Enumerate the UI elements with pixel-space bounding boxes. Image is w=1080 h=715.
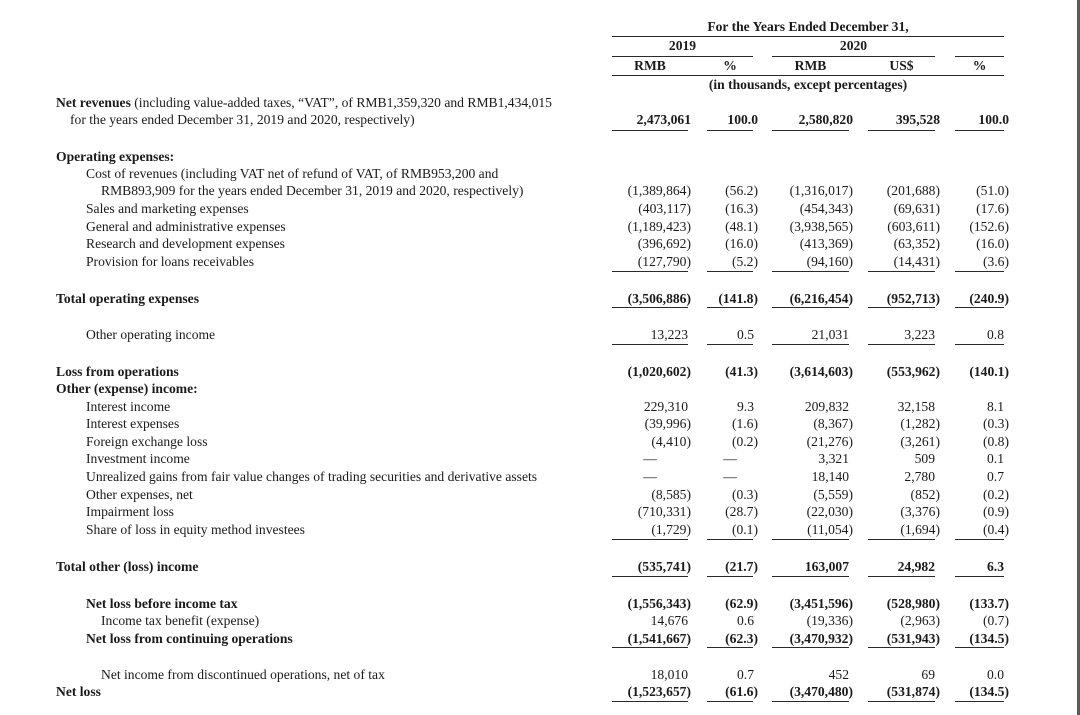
underline (612, 576, 688, 577)
underline (612, 344, 688, 345)
value-rmb-2020: (5,559) (813, 487, 853, 502)
value-rmb-2020: (6,216,454) (789, 291, 853, 306)
value-rmb-2019: (1,729) (651, 522, 691, 537)
underline (955, 271, 1004, 272)
value-usd-2020: (531,874) (886, 684, 940, 699)
share-of-loss-equity-row (0, 521, 1080, 538)
underline (868, 130, 935, 131)
value-rmb-2019: (4,410) (651, 434, 691, 449)
value-pct-2020: 8.1 (987, 399, 1004, 414)
value-pct-2019: (141.8) (718, 291, 758, 306)
value-pct-2020: 6.3 (987, 559, 1004, 574)
value-rmb-2020: (413,369) (799, 236, 853, 251)
value-pct-2019: (21.7) (725, 559, 758, 574)
value-pct-2019: (48.1) (725, 219, 758, 234)
underline (707, 576, 753, 577)
value-rmb-2019: (1,389,864) (627, 183, 691, 198)
value-pct-2020: (140.1) (969, 364, 1009, 379)
pct-2020-rule (955, 56, 1004, 57)
value-rmb-2019: — (643, 451, 657, 466)
value-usd-2020: 3,223 (904, 327, 935, 342)
underline (772, 647, 849, 648)
value-rmb-2020: (8,367) (813, 416, 853, 431)
underline (772, 344, 849, 345)
loss-from-operations-row (0, 363, 1080, 380)
total-operating-expenses-row (0, 290, 1080, 307)
value-pct-2020: (134.5) (969, 631, 1009, 646)
value-rmb-2019: (403,117) (638, 201, 691, 216)
other-operating-income-row (0, 326, 1080, 343)
year-2020-rule (772, 56, 935, 57)
net-revenues-label-detail: (including value-added taxes, “VAT”, of RMB1,359,320 and RMB1,434,015 (130, 95, 552, 110)
col-header-rmb-2019: RMB (634, 58, 666, 73)
underline (868, 647, 935, 648)
value-rmb-2019: (1,523,657) (627, 684, 691, 699)
col-header-rmb-2020: RMB (794, 58, 827, 73)
value-rmb-2020: (3,470,932) (789, 631, 853, 646)
value-pct-2020: (51.0) (976, 183, 1009, 198)
value-usd-2020: (3,376) (900, 504, 940, 519)
value-pct-2020: (0.2) (982, 487, 1009, 502)
value-rmb-2019: (1,556,343) (627, 596, 691, 611)
value-rmb-2020: (3,614,603) (789, 364, 853, 379)
research-dev-label: Research and development expenses (86, 236, 285, 251)
value-pct-2020: 0.1 (987, 451, 1004, 466)
provision-loans-row (0, 253, 1080, 270)
share-of-loss-equity-label: Share of loss in equity method investees (86, 522, 305, 537)
sales-marketing-row (0, 200, 1080, 217)
underline (612, 307, 688, 308)
impairment-loss-label: Impairment loss (86, 504, 174, 519)
value-rmb-2020: 3,321 (818, 451, 849, 466)
value-pct-2019: (41.3) (725, 364, 758, 379)
cost-of-revenues-label-line2: RMB893,909 for the years ended December 31, 2019 and 2020, respectively) (101, 183, 524, 198)
loss-from-operations-label: Loss from operations (56, 364, 179, 379)
underline (707, 701, 753, 702)
underline (955, 576, 1004, 577)
sales-marketing-label: Sales and marketing expenses (86, 201, 249, 216)
value-pct-2019: — (723, 451, 737, 466)
underline (955, 647, 1004, 648)
value-rmb-2019: (127,790) (637, 254, 691, 269)
value-rmb-2020: 2,580,820 (798, 112, 853, 127)
col-header-pct-2019: % (723, 58, 737, 73)
value-pct-2019: (0.1) (731, 522, 758, 537)
value-rmb-2019: (535,741) (637, 559, 691, 574)
underline (955, 701, 1004, 702)
total-operating-expenses-label: Total operating expenses (56, 291, 199, 306)
value-rmb-2020: (1,316,017) (789, 183, 853, 198)
value-pct-2019: (1.6) (731, 416, 758, 431)
value-pct-2019: (0.3) (731, 487, 758, 502)
value-pct-2020: (0.7) (982, 613, 1009, 628)
value-pct-2019: 9.3 (737, 399, 754, 414)
underline (955, 307, 1004, 308)
underline (955, 130, 1004, 131)
underline (868, 701, 935, 702)
discontinued-ops-row (0, 666, 1080, 683)
impairment-loss-row (0, 503, 1080, 520)
value-usd-2020: (2,963) (900, 613, 940, 628)
col-header-pct-2020: % (972, 58, 987, 73)
underline (612, 271, 688, 272)
value-rmb-2020: (11,054) (807, 522, 853, 537)
net-revenues-label (56, 94, 552, 111)
value-pct-2020: (16.0) (976, 236, 1009, 251)
value-rmb-2019: (39,996) (644, 416, 691, 431)
value-rmb-2020: 18,140 (811, 469, 849, 484)
underline (772, 576, 849, 577)
net-revenues-label-line2: for the years ended December 31, 2019 and 2020, respectively) (70, 112, 415, 127)
value-rmb-2019: 14,676 (650, 613, 688, 628)
value-rmb-2020: (3,470,480) (789, 684, 853, 699)
value-pct-2019: (61.6) (725, 684, 758, 699)
value-usd-2020: (201,688) (886, 183, 940, 198)
cost-of-revenues-label: Cost of revenues (including VAT net of refund of VAT, of RMB953,200 and (86, 166, 499, 181)
value-rmb-2019: 18,010 (650, 667, 688, 682)
investment-income-row (0, 450, 1080, 467)
value-usd-2020: (1,282) (900, 416, 940, 431)
total-other-income-row (0, 558, 1080, 575)
provision-loans-label: Provision for loans receivables (86, 254, 254, 269)
header-rule-top (612, 36, 1004, 37)
value-usd-2020: 69 (921, 667, 935, 682)
value-rmb-2019: (1,020,602) (627, 364, 691, 379)
value-rmb-2020: 163,007 (804, 559, 849, 574)
header-rule-bottom (612, 75, 1004, 76)
value-usd-2020: 24,982 (897, 559, 935, 574)
value-pct-2020: 0.0 (987, 667, 1004, 682)
value-pct-2019: (16.0) (725, 236, 758, 251)
underline (772, 307, 849, 308)
value-rmb-2020: (22,030) (806, 504, 853, 519)
value-usd-2020: (69,631) (893, 201, 940, 216)
value-usd-2020: (3,261) (900, 434, 940, 449)
value-usd-2020: (63,352) (893, 236, 940, 251)
value-usd-2020: (852) (910, 487, 940, 502)
value-rmb-2019: (1,189,423) (627, 219, 691, 234)
value-rmb-2019: 13,223 (650, 327, 688, 342)
underline (612, 539, 688, 540)
year-2019-rule (612, 56, 753, 57)
cost-of-revenues-row (0, 182, 1080, 199)
value-pct-2020: (3.6) (982, 254, 1009, 269)
value-pct-2020: (17.6) (976, 201, 1009, 216)
unrealized-gains-row (0, 468, 1080, 485)
investment-income-label: Investment income (86, 451, 190, 466)
value-rmb-2019: 229,310 (643, 399, 688, 414)
net-loss-before-tax-label: Net loss before income tax (86, 596, 238, 611)
value-rmb-2020: (21,276) (806, 434, 853, 449)
net-revenues-row (0, 111, 1080, 128)
value-usd-2020: 32,158 (897, 399, 935, 414)
income-tax-label: Income tax benefit (expense) (101, 613, 260, 628)
value-pct-2019: 100.0 (727, 112, 758, 127)
other-expenses-net-row (0, 486, 1080, 503)
underline (612, 647, 688, 648)
value-usd-2020: (952,713) (886, 291, 940, 306)
underline (772, 701, 849, 702)
value-rmb-2020: (19,336) (806, 613, 853, 628)
value-pct-2020: (0.3) (982, 416, 1009, 431)
value-pct-2019: (0.2) (731, 434, 758, 449)
value-rmb-2019: (1,541,667) (627, 631, 691, 646)
net-loss-continuing-label: Net loss from continuing operations (86, 631, 293, 646)
general-admin-row (0, 218, 1080, 235)
interest-income-label: Interest income (86, 399, 171, 414)
col-header-usd-2020: US$ (889, 58, 914, 73)
value-pct-2019: — (723, 469, 737, 484)
research-dev-row (0, 235, 1080, 252)
other-expenses-net-label: Other expenses, net (86, 487, 193, 502)
value-pct-2020: 100.0 (978, 112, 1009, 127)
value-usd-2020: (528,980) (886, 596, 940, 611)
value-pct-2020: (133.7) (969, 596, 1009, 611)
year-2019-header: 2019 (668, 38, 697, 53)
other-expense-income-heading: Other (expense) income: (56, 381, 198, 396)
net-loss-row (0, 683, 1080, 700)
value-pct-2019: (62.3) (725, 631, 758, 646)
underline (955, 344, 1004, 345)
value-pct-2019: (16.3) (725, 201, 758, 216)
value-rmb-2020: (94,160) (806, 254, 853, 269)
value-pct-2019: (28.7) (725, 504, 758, 519)
interest-expenses-row (0, 415, 1080, 432)
value-rmb-2020: 21,031 (811, 327, 849, 342)
operating-expenses-heading: Operating expenses: (56, 149, 175, 164)
underline (868, 271, 935, 272)
interest-income-row (0, 398, 1080, 415)
underline (612, 130, 688, 131)
period-title: For the Years Ended December 31, (707, 19, 909, 34)
net-revenues-label-bold: Net revenues (56, 95, 131, 110)
underline (707, 539, 753, 540)
income-tax-row (0, 612, 1080, 629)
underline (868, 576, 935, 577)
value-rmb-2020: 452 (828, 667, 849, 682)
value-usd-2020: 509 (914, 451, 935, 466)
discontinued-ops-label: Net income from discontinued operations, net of tax (101, 667, 385, 682)
value-rmb-2020: (3,451,596) (789, 596, 853, 611)
value-rmb-2019: (8,585) (651, 487, 691, 502)
underline (868, 307, 935, 308)
unrealized-gains-label: Unrealized gains from fair value changes of trading securities and derivative assets (86, 469, 538, 484)
value-usd-2020: (1,694) (900, 522, 940, 537)
underline (772, 271, 849, 272)
value-pct-2020: (0.9) (982, 504, 1009, 519)
value-pct-2020: (240.9) (969, 291, 1009, 306)
fx-loss-row (0, 433, 1080, 450)
value-pct-2019: 0.6 (737, 613, 754, 628)
value-usd-2020: (531,943) (886, 631, 940, 646)
value-usd-2020: (603,611) (887, 219, 940, 234)
fx-loss-label: Foreign exchange loss (86, 434, 208, 449)
net-loss-label: Net loss (56, 684, 101, 699)
value-pct-2020: 0.7 (987, 469, 1004, 484)
underline (868, 344, 935, 345)
year-2020-header: 2020 (839, 38, 868, 53)
value-rmb-2019: — (643, 469, 657, 484)
value-usd-2020: 395,528 (895, 112, 940, 127)
value-rmb-2019: (3,506,886) (627, 291, 691, 306)
underline (707, 271, 753, 272)
underline (772, 130, 849, 131)
value-usd-2020: 2,780 (904, 469, 935, 484)
value-pct-2020: (152.6) (969, 219, 1009, 234)
underline (707, 344, 753, 345)
value-pct-2020: 0.8 (987, 327, 1004, 342)
total-other-income-label: Total other (loss) income (56, 559, 199, 574)
value-pct-2019: (62.9) (725, 596, 758, 611)
net-loss-before-tax-row (0, 595, 1080, 612)
value-pct-2020: (0.8) (982, 434, 1009, 449)
interest-expenses-label: Interest expenses (86, 416, 180, 431)
value-pct-2019: (56.2) (725, 183, 758, 198)
underline (772, 539, 849, 540)
value-usd-2020: (14,431) (893, 254, 940, 269)
underline (868, 539, 935, 540)
value-pct-2020: (134.5) (969, 684, 1009, 699)
units-note: (in thousands, except percentages) (708, 77, 908, 92)
underline (707, 647, 753, 648)
value-pct-2019: (5.2) (731, 254, 758, 269)
value-pct-2019: 0.7 (737, 667, 754, 682)
value-usd-2020: (553,962) (886, 364, 940, 379)
value-rmb-2020: (3,938,565) (789, 219, 853, 234)
underline (955, 539, 1004, 540)
value-pct-2020: (0.4) (982, 522, 1009, 537)
underline (612, 701, 688, 702)
underline (707, 130, 753, 131)
value-rmb-2020: (454,343) (799, 201, 853, 216)
value-rmb-2019: 2,473,061 (636, 112, 691, 127)
value-rmb-2019: (396,692) (637, 236, 691, 251)
net-loss-continuing-row (0, 630, 1080, 647)
underline (707, 307, 753, 308)
general-admin-label: General and administrative expenses (86, 219, 286, 234)
value-rmb-2019: (710,331) (637, 504, 691, 519)
value-pct-2019: 0.5 (737, 327, 754, 342)
other-operating-income-label: Other operating income (86, 327, 216, 342)
value-rmb-2020: 209,832 (804, 399, 849, 414)
